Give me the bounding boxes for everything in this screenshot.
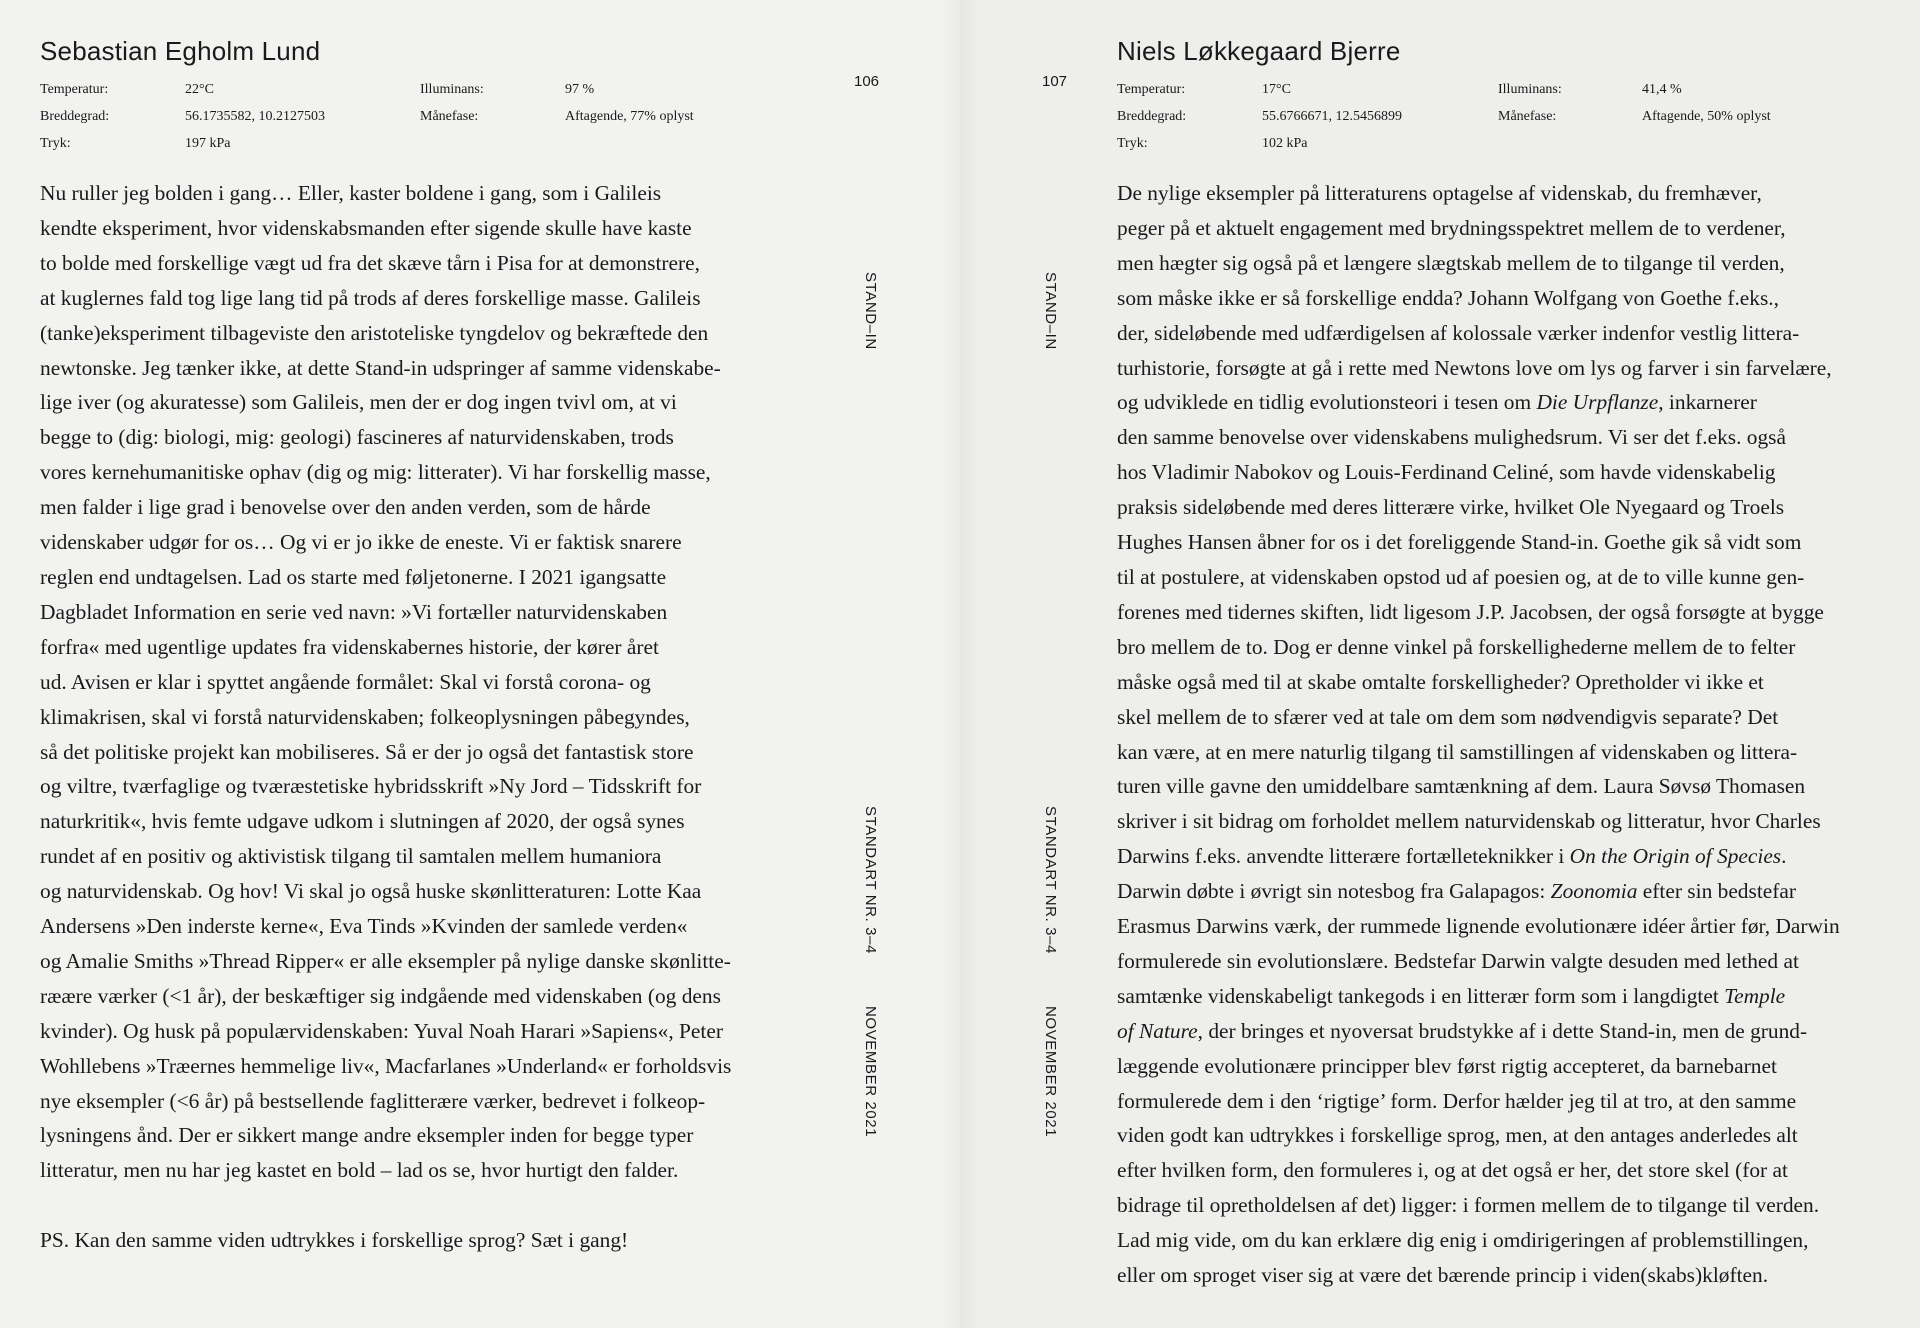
right-meta-table [1117, 80, 1862, 153]
postscript: PS. Kan den samme viden udtrykkes i forskellige sprog? Sæt i gang! [40, 1228, 629, 1253]
spine-date-left: NOVEMBER 2021 [862, 1006, 879, 1138]
meta-value: 102 kPa [1262, 136, 1308, 151]
meta-value: 97 % [565, 82, 595, 97]
text-line: klimakrisen, skal vi forstå naturvidenskaben; folkeoplysningen påbegyndes, [40, 704, 690, 729]
left-page-number: 106 [854, 73, 880, 90]
meta-label: Tryk: [40, 136, 71, 151]
text-line: formulerede sin evolutionslære. Bedstefar Darwin valgte desuden med lethed at [1117, 948, 1799, 973]
meta-value: 55.6766671, 12.5456899 [1262, 109, 1402, 124]
text-line: Andersens »Den inderste kerne«, Eva Tinds »Kvinden der samlede verden« [40, 914, 688, 939]
text-line: som måske ikke er så forskellige endda? Johann Wolfgang von Goethe f.eks., [1117, 285, 1780, 310]
meta-label: Illuminans: [420, 82, 484, 97]
left-author-name: Sebastian Egholm Lund [40, 36, 321, 66]
spine-date-right: NOVEMBER 2021 [1042, 1006, 1059, 1138]
italic-title: Zoonomia [1550, 879, 1638, 904]
text-line: Lad mig vide, om du kan erklære dig enig i omdirigeringen af problemstillingen, [1117, 1228, 1809, 1253]
text-line: peger på et aktuelt engagement med brydningsspektret mellem de to verdener, [1117, 215, 1786, 240]
text-line: litteratur, men nu har jeg kastet en bold – lad os se, hvor hurtigt den falder. [40, 1158, 679, 1183]
text-line: Darwin døbte i øvrigt sin notesbog fra Galapagos: Zoonomia efter sin bedstefar [1117, 879, 1797, 904]
text-line: ud. Avisen er klar i spyttet angående formålet: Skal vi forstå corona- og [40, 669, 651, 694]
meta-label: Illuminans: [1498, 82, 1562, 97]
text-line: (tanke)eksperiment tilbageviste den aristoteliske tyngdelov og bekræftede den [40, 320, 709, 345]
meta-value: Aftagende, 50% oplyst [1642, 109, 1771, 124]
text-line: forfra« med ugentlige updates fra videnskabernes historie, der kører året [40, 634, 659, 659]
spine-section-right: STAND–IN [1042, 272, 1059, 350]
text-line: kendte eksperiment, hvor videnskabsmanden efter sigende skulle have kaste [40, 215, 692, 240]
spine-section-left: STAND–IN [862, 272, 879, 350]
right-page [960, 0, 1920, 1328]
text-line: den samme benovelse over videnskabens mulighedsrum. Vi ser det f.eks. også [1117, 425, 1786, 450]
text-line: lige iver (og akuratesse) som Galileis, men der er dog ingen tvivl om, at vi [40, 390, 677, 415]
meta-value: 17°C [1262, 82, 1291, 97]
text-line: Dagbladet Information en serie ved navn: »Vi fortæller naturvidenskaben [40, 599, 668, 624]
spine-issue-right: STANDART NR. 3–4 [1042, 806, 1059, 954]
text-line: kan være, at en mere naturlig tilgang til samstillingen af videnskaben og littera- [1117, 739, 1798, 764]
text-line: Wohllebens »Træernes hemmelige liv«, Macfarlanes »Underland« er forholdsvis [40, 1053, 732, 1078]
text-line: begge to (dig: biologi, mig: geologi) fascineres af naturvidenskaben, trods [40, 425, 674, 450]
text-line: reglen end undtagelsen. Lad os starte med føljetonerne. I 2021 igangsatte [40, 564, 667, 589]
text-line: og viltre, tværfaglige og tværæstetiske hybridsskrift »Ny Jord – Tidsskrift for [40, 774, 702, 799]
text-line: bro mellem de to. Dog er denne vinkel på forskellighederne mellem de to felter [1117, 634, 1796, 659]
text-line: hos Vladimir Nabokov og Louis-Ferdinand Celiné, som havde videnskabelig [1117, 460, 1776, 485]
meta-label: Månefase: [420, 109, 479, 124]
text-line: videnskaber udgør for os… Og vi er jo ikke de eneste. Vi er faktisk snarere [40, 530, 682, 555]
text-line: Hughes Hansen åbner for os i det foreliggende Stand-in. Goethe gik så vidt som [1117, 530, 1802, 555]
paragraph-gap [40, 1188, 731, 1223]
text-line: Nu ruller jeg bolden i gang… Eller, kaster boldene i gang, som i Galileis [40, 181, 662, 205]
spine-issue-left: STANDART NR. 3–4 [862, 806, 879, 954]
text-line: rundet af en positiv og aktivistisk tilgang til samtalen mellem humaniora [40, 844, 662, 869]
text-line: men falder i lige grad i benovelse over den anden verden, som de hårde [40, 495, 651, 520]
text-line: viden godt kan udtrykkes i forskellige sprog, men, at den antages anderledes alt [1117, 1123, 1798, 1148]
text-line: De nylige eksempler på litteraturens optagelse af videnskab, du fremhæver, [1117, 181, 1762, 205]
text-line: turen ville gavne den umiddelbare samtænkning af dem. Laura Søvsø Thomasen [1117, 774, 1806, 799]
meta-label: Temperatur: [1117, 82, 1186, 97]
left-body-text [40, 176, 731, 1258]
meta-value: 41,4 % [1642, 82, 1682, 97]
meta-label: Breddegrad: [40, 109, 110, 124]
text-line: eller om sproget viser sig at være det bærende princip i viden(skabs)kløften. [1117, 1263, 1769, 1288]
text-line: til at postulere, at videnskaben opstod ud af poesien og, at de to ville kunne gen- [1117, 564, 1805, 589]
text-line: turhistorie, forsøgte at gå i rette med Newtons love om lys og farver i sin farvelære, [1117, 355, 1832, 380]
text-line: så det politiske projekt kan mobiliseres. Så er der jo også det fantastisk store [40, 739, 694, 764]
text-line: Darwins f.eks. anvendte litterære fortælleteknikker i On the Origin of Species. [1117, 844, 1787, 869]
text-line: men hægter sig også på et længere slægtskab mellem de to tilgange til verden, [1117, 250, 1785, 275]
spine-gutter [940, 0, 980, 1328]
text-line: kvinder). Og husk på populærvidenskaben: Yuval Noah Harari »Sapiens«, Peter [40, 1018, 723, 1043]
meta-value: 56.1735582, 10.2127503 [185, 109, 325, 124]
text-line: to bolde med forskellige vægt ud fra det skæve tårn i Pisa for at demonstrere, [40, 250, 700, 275]
text-line: skel mellem de to sfærer ved at tale om dem som nødvendigvis separate? Det [1117, 704, 1779, 729]
text-line: forenes med tidernes skiften, lidt ligesom J.P. Jacobsen, der også forsøgte at bygge [1117, 599, 1824, 624]
text-line: praksis sideløbende med deres litterære virke, hvilket Ole Nyegaard og Troels [1117, 495, 1785, 520]
italic-title: Die Urpflanze [1536, 390, 1659, 415]
text-line: ræære værker (<1 år), der beskæftiger sig indgående med videnskaben (og dens [40, 983, 721, 1008]
text-line: skriver i sit bidrag om forholdet mellem naturvidenskab og litteratur, hvor Charles [1117, 809, 1821, 834]
meta-label: Månefase: [1498, 109, 1557, 124]
meta-value: 22°C [185, 82, 214, 97]
text-line: og udviklede en tidlig evolutionsteori i tesen om Die Urpflanze, inkarnerer [1117, 390, 1757, 415]
left-meta-table [40, 80, 785, 153]
text-line: of Nature, der bringes et nyoversat brudstykke af i dette Stand-in, men de grund- [1117, 1018, 1808, 1043]
text-line: Erasmus Darwins værk, der rummede lignende evolutionære idéer årtier før, Darwin [1117, 914, 1840, 939]
meta-label: Temperatur: [40, 82, 109, 97]
text-line: samtænke videnskabeligt tankegods i en litterær form som i langdigtet Temple [1117, 983, 1786, 1008]
text-line: formulerede dem i den ‘rigtige’ form. Derfor hælder jeg til at tro, at den samme [1117, 1088, 1797, 1113]
text-line: lysningens ånd. Der er sikkert mange andre eksempler inden for begge typer [40, 1123, 694, 1148]
meta-value: 197 kPa [185, 136, 231, 151]
right-body-text [1117, 176, 1840, 1293]
right-page-number: 107 [1042, 73, 1068, 90]
italic-title: of Nature [1117, 1018, 1198, 1043]
text-line: naturkritik«, hvis femte udgave udkom i slutningen af 2020, der også synes [40, 809, 685, 834]
italic-title: Temple [1724, 983, 1786, 1008]
text-line: og naturvidenskab. Og hov! Vi skal jo også huske skønlitteraturen: Lotte Kaa [40, 879, 702, 904]
italic-title: On the Origin of Species [1569, 844, 1782, 869]
meta-value: Aftagende, 77% oplyst [565, 109, 694, 124]
text-line: der, sideløbende med udfærdigelsen af kolossale værker indenfor vestlig littera- [1117, 320, 1800, 345]
right-author-name: Niels Løkkegaard Bjerre [1117, 36, 1401, 66]
meta-label: Tryk: [1117, 136, 1148, 151]
text-line: bidrage til opretholdelsen af det) ligger: i formen mellem de to tilgange til verden. [1117, 1193, 1820, 1218]
text-line: efter hvilken form, den formuleres i, og at det også er her, det store skel (for at [1117, 1158, 1788, 1183]
text-line: læggende evolutionære principper blev først rigtig accepteret, da barnebarnet [1117, 1053, 1777, 1078]
meta-label: Breddegrad: [1117, 109, 1187, 124]
text-line: nye eksempler (<6 år) på bestsellende faglitterære værker, bedrevet i folkeop- [40, 1088, 706, 1113]
text-line: vores kernehumanitiske ophav (dig og mig: litterater). Vi har forskellig masse, [40, 460, 711, 485]
text-line: og Amalie Smiths »Thread Ripper« er alle eksempler på nylige danske skønlitte- [40, 948, 731, 973]
text-line: måske også med til at skabe omtalte forskelligheder? Opretholder vi ikke et [1117, 669, 1764, 694]
text-line: newtonske. Jeg tænker ikke, at dette Stand-in udspringer af samme videnskabe- [40, 355, 721, 380]
text-line: at kuglernes fald tog lige lang tid på trods af deres forskellige masse. Galileis [40, 285, 701, 310]
